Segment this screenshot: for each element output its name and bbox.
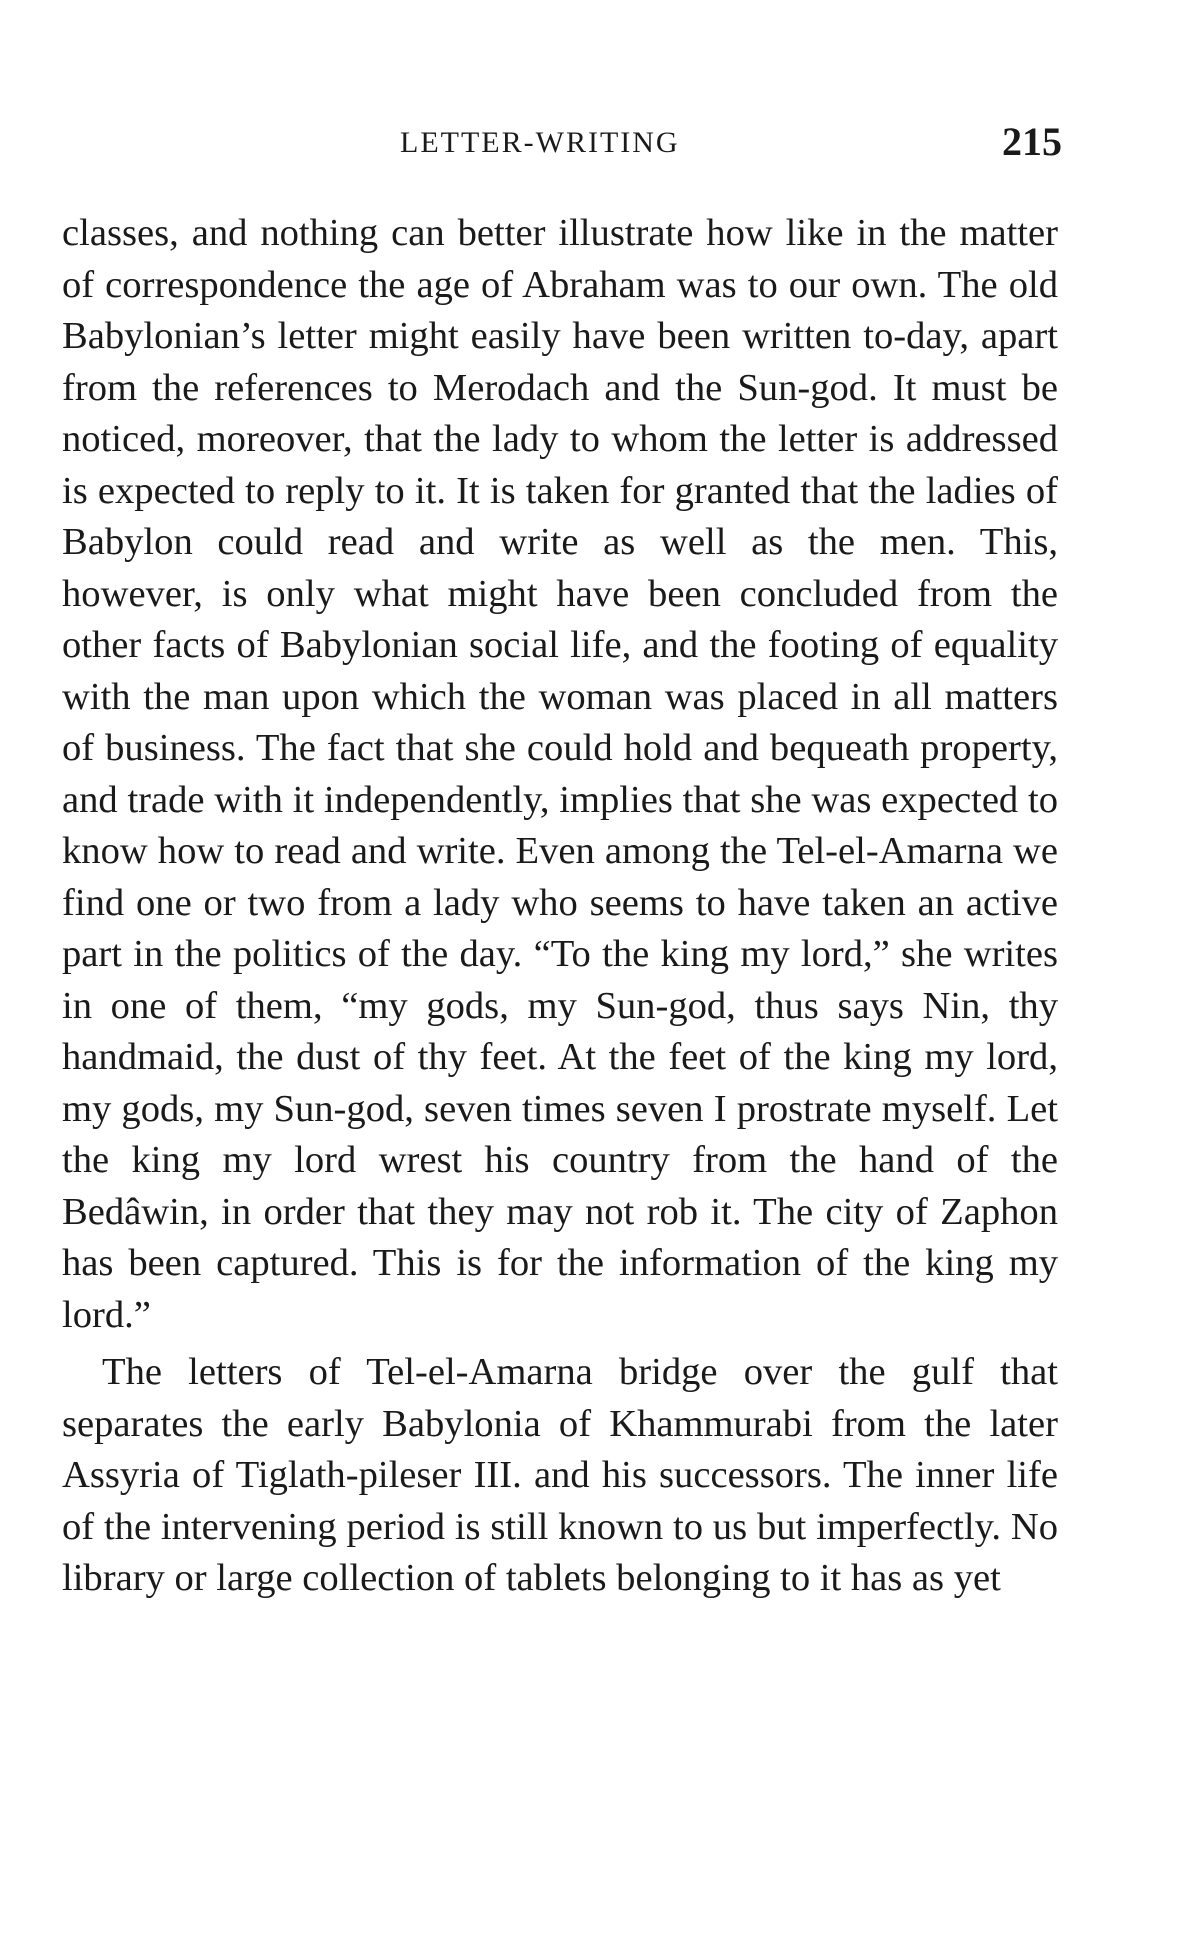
page-number: 215 [1002, 119, 1062, 164]
paragraph-continued: classes, and nothing can better illustrate how like in the matter of correspondence the age of Abraham was to our own. The old Babylonian’s letter might easily have been written to-day, apart from the references to Merodach and the Sun-god. It must be noticed, moreover, that the lady to whom the letter is addressed is expected to reply to it. It is taken for granted that the ladies of Babylon could read and write as well as the men. This, however, is only what might have been concluded from the other facts of Babylonian social life, and the footing of equality with the man upon which the woman was placed in all matters of business. The fact that she could hold and bequeath property, and trade with it independently, implies that she was expected to know how to read and write. Even among the Tel-el-Amarna we find one or two from a lady who seems to have taken an active part in the politics of the day. “To the king my lord,” she writes in one of them, “my gods, my Sun-god, thus says Nin, thy handmaid, the dust of thy feet. At the feet of the king my lord, my gods, my Sun-god, seven times seven I prostrate myself. Let the king my lord wrest his country from the hand of the Bedâwin, in order that they may not rob it. The city of Zaphon has been captured. This is for the information of the king my lord.” [62, 212, 1058, 1336]
running-head [60, 118, 1060, 168]
body-text [62, 208, 1058, 1605]
paragraph: The letters of Tel-el-Amarna bridge over the gulf that separates the early Babylonia of Khammurabi from the later Assyria of Tiglath-pileser III. and his successors. The inner life of the intervening period is still known to us but imperfectly. No library or large collection of tablets belonging to it has as yet [62, 1351, 1058, 1599]
running-title: LETTER-WRITING [400, 126, 680, 159]
